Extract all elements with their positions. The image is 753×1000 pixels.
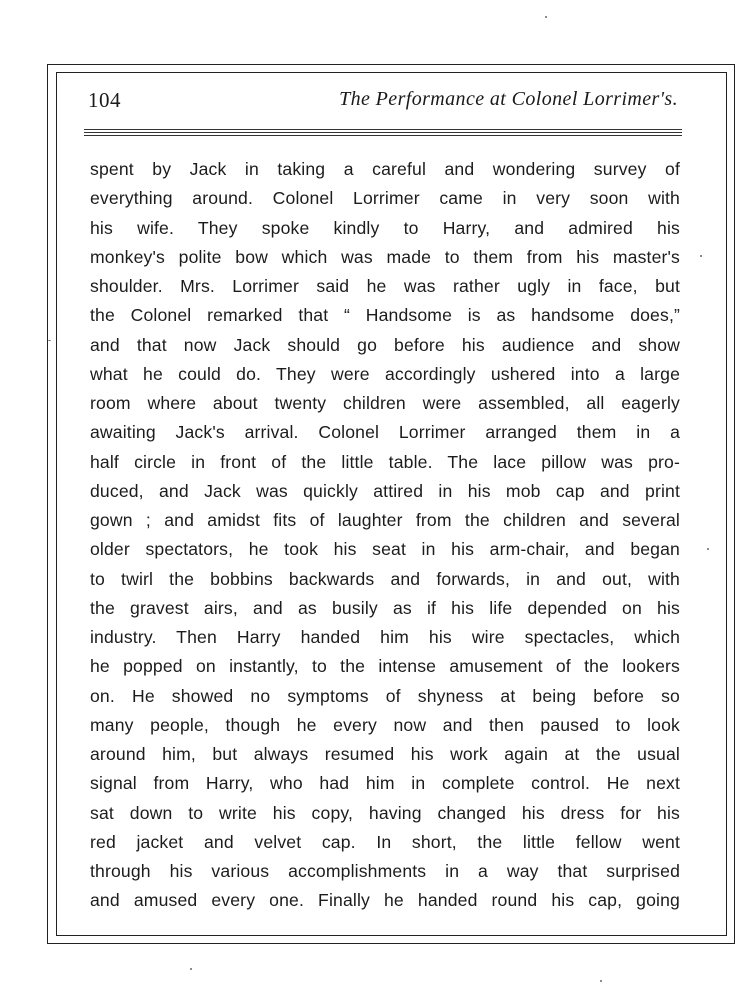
text-line: through his various accomplishments in a way that surprised bbox=[90, 861, 680, 881]
text-line: awaiting Jack's arrival. Colonel Lorrimer arranged them in a bbox=[90, 422, 680, 443]
header-rule-middle bbox=[84, 132, 682, 133]
text-line: his wife. They spoke kindly to Harry, and admired his bbox=[90, 217, 680, 238]
text-line: red jacket and velvet cap. In short, the little fellow went bbox=[90, 831, 680, 852]
speck bbox=[700, 255, 702, 257]
speck bbox=[545, 16, 547, 18]
text-line: the gravest airs, and as busily as if his life depended on his bbox=[90, 597, 680, 618]
text-line: duced, and Jack was quickly attired in his mob cap and print bbox=[90, 480, 680, 501]
text-line: and that now Jack should go before his audience and show bbox=[90, 334, 680, 355]
text-line: shoulder. Mrs. Lorrimer said he was rather ugly in face, but bbox=[90, 276, 680, 296]
text-line: many people, though he every now and then paused to look bbox=[90, 714, 680, 735]
text-line: spent by Jack in taking a careful and wondering survey of bbox=[90, 159, 680, 179]
speck bbox=[600, 980, 602, 982]
speck bbox=[190, 968, 192, 970]
text-line: everything around. Colonel Lorrimer came in very soon with bbox=[90, 188, 680, 209]
header-rule-bottom bbox=[84, 135, 682, 136]
text-line: monkey's polite bow which was made to them from his master's bbox=[90, 246, 680, 267]
page-header bbox=[88, 88, 678, 118]
text-line: the Colonel remarked that “ Handsome is as handsome does,” bbox=[90, 305, 680, 326]
text-line: around him, but always resumed his work again at the usual bbox=[90, 744, 680, 764]
speck bbox=[48, 340, 51, 341]
text-line: and amused every one. Finally he handed round his cap, going bbox=[90, 890, 680, 911]
text-line: room where about twenty children were assembled, all eagerly bbox=[90, 393, 680, 413]
running-title: The Performance at Colonel Lorrimer's. bbox=[339, 88, 678, 110]
text-line: gown ; and amidst fits of laughter from the children and several bbox=[90, 510, 680, 530]
text-line: sat down to write his copy, having changed his dress for his bbox=[90, 802, 680, 823]
text-line: what he could do. They were accordingly ushered into a large bbox=[90, 363, 680, 384]
text-line: industry. Then Harry handed him his wire spectacles, which bbox=[90, 627, 680, 647]
page-number: 104 bbox=[88, 88, 121, 112]
text-line: he popped on instantly, to the intense amusement of the lookers bbox=[90, 656, 680, 677]
text-line: on. He showed no symptoms of shyness at being before so bbox=[90, 685, 680, 706]
text-line: signal from Harry, who had him in complete control. He next bbox=[90, 773, 680, 794]
text-line: to twirl the bobbins backwards and forwards, in and out, with bbox=[90, 568, 680, 589]
header-rule-top bbox=[84, 129, 682, 130]
text-line: older spectators, he took his seat in his arm-chair, and began bbox=[90, 539, 680, 560]
body-text bbox=[90, 155, 680, 916]
text-line: half circle in front of the little table. The lace pillow was pro- bbox=[90, 451, 680, 472]
speck bbox=[707, 548, 709, 550]
